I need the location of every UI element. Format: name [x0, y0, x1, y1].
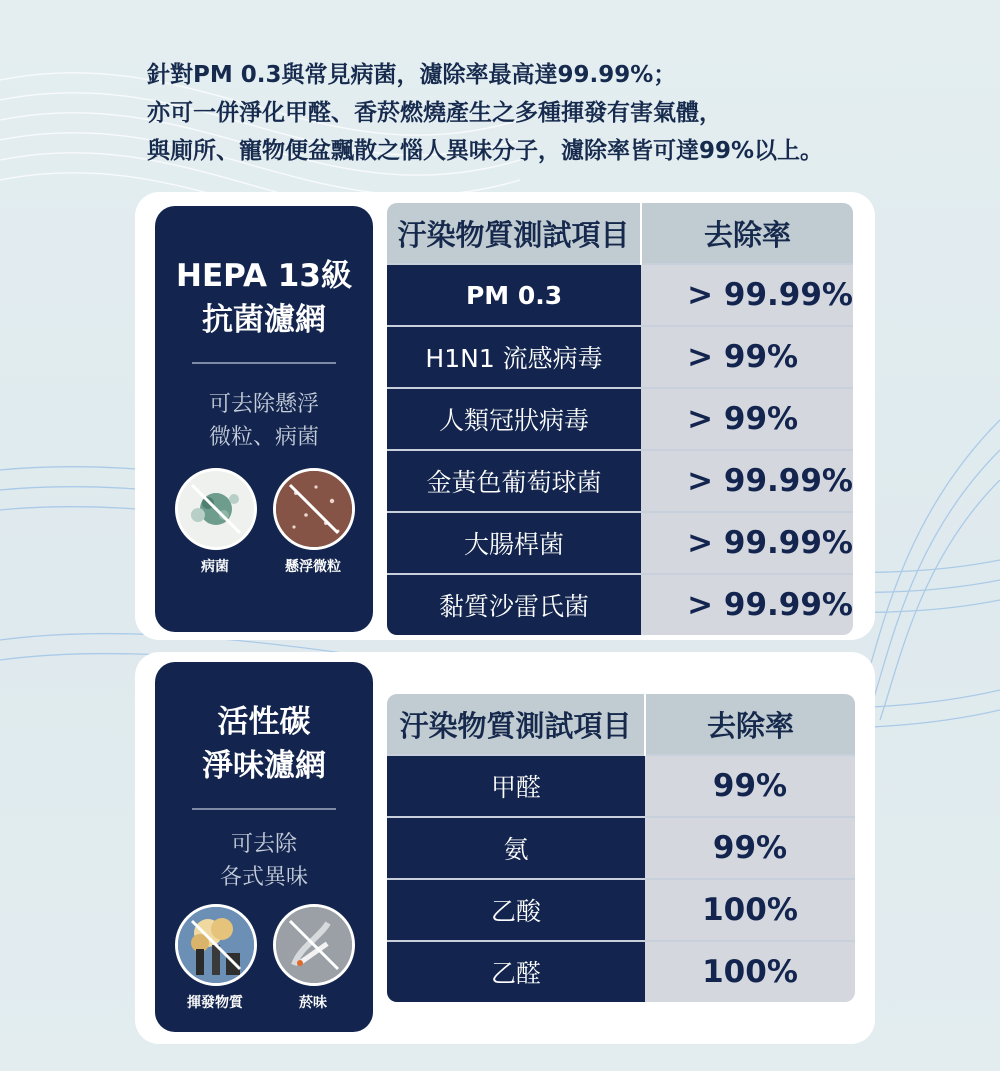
row-rate: 100% [645, 879, 855, 941]
row-rate: > 99.99% [641, 264, 853, 326]
table-row [387, 512, 853, 574]
particle-icon [273, 468, 355, 550]
header-item: 汙染物質測試項目 [387, 694, 645, 755]
carbon-filter-card [135, 652, 875, 1044]
header-rate: 去除率 [645, 694, 855, 755]
table-row [387, 755, 855, 817]
row-item: 乙醛 [387, 941, 645, 1002]
smokestack-label: 揮發物質 [187, 995, 243, 1011]
row-item: 金黃色葡萄球菌 [387, 450, 641, 512]
row-rate: 100% [645, 941, 855, 1002]
smokestack-icon [175, 904, 257, 986]
carbon-title-line-2: 淨味濾網 [202, 748, 326, 784]
carbon-sidebar [155, 662, 373, 1032]
cigarette-icon [273, 904, 355, 986]
row-item: 氨 [387, 817, 645, 879]
hepa-title [155, 254, 373, 342]
intro-line-2: 亦可一併淨化甲醛、香菸燃燒產生之多種揮發有害氣體， [147, 100, 722, 126]
row-rate: > 99.99% [641, 450, 853, 512]
particle-label: 懸浮微粒 [285, 559, 341, 575]
hepa-filter-card [135, 192, 875, 640]
cigarette-label: 菸味 [299, 995, 327, 1011]
hepa-desc-line-2: 微粒、病菌 [208, 425, 319, 450]
hepa-title-line-1: HEPA 13級 [176, 258, 352, 294]
intro-line-1: 針對PM 0.3與常見病菌，濾除率最高達99.99%； [147, 62, 677, 88]
table-row [387, 574, 853, 635]
table-row [387, 879, 855, 941]
intro-line-3: 與廁所、寵物便盆飄散之惱人異味分子，濾除率皆可達99%以上。 [147, 138, 824, 164]
row-item: PM 0.3 [387, 264, 641, 326]
table-row [387, 450, 853, 512]
carbon-description [155, 828, 373, 894]
carbon-title-line-1: 活性碳 [217, 704, 311, 740]
table-row [387, 388, 853, 450]
hepa-rate-table [387, 203, 853, 635]
row-item: 黏質沙雷氏菌 [387, 574, 641, 635]
carbon-title [155, 700, 373, 788]
particle-item [273, 468, 353, 576]
row-rate: 99% [645, 755, 855, 817]
row-rate: > 99.99% [641, 574, 853, 635]
row-rate: > 99% [641, 388, 853, 450]
row-item: 大腸桿菌 [387, 512, 641, 574]
germ-label: 病菌 [201, 559, 229, 575]
header-rate: 去除率 [641, 203, 853, 264]
intro-text [147, 56, 947, 170]
table-header-row [387, 694, 855, 755]
row-item: 乙酸 [387, 879, 645, 941]
carbon-desc-line-1: 可去除 [230, 832, 297, 857]
carbon-rate-table [387, 694, 855, 1002]
row-rate: 99% [645, 817, 855, 879]
hepa-sidebar [155, 206, 373, 632]
carbon-desc-line-2: 各式異味 [219, 865, 308, 890]
divider [192, 362, 336, 364]
table-row [387, 941, 855, 1002]
row-item: H1N1 流感病毒 [387, 326, 641, 388]
header-item: 汙染物質測試項目 [387, 203, 641, 264]
row-item: 人類冠狀病毒 [387, 388, 641, 450]
row-item: 甲醛 [387, 755, 645, 817]
hepa-description [155, 388, 373, 454]
table-row [387, 326, 853, 388]
hepa-title-line-2: 抗菌濾網 [202, 302, 326, 338]
table-row [387, 817, 855, 879]
cigarette-item [273, 904, 353, 1012]
hepa-desc-line-1: 可去除懸浮 [208, 392, 319, 417]
row-rate: > 99.99% [641, 512, 853, 574]
table-row [387, 264, 853, 326]
row-rate: > 99% [641, 326, 853, 388]
germ-item [175, 468, 255, 576]
germ-icon [175, 468, 257, 550]
table-header-row [387, 203, 853, 264]
smokestack-item [175, 904, 255, 1012]
divider [192, 808, 336, 810]
